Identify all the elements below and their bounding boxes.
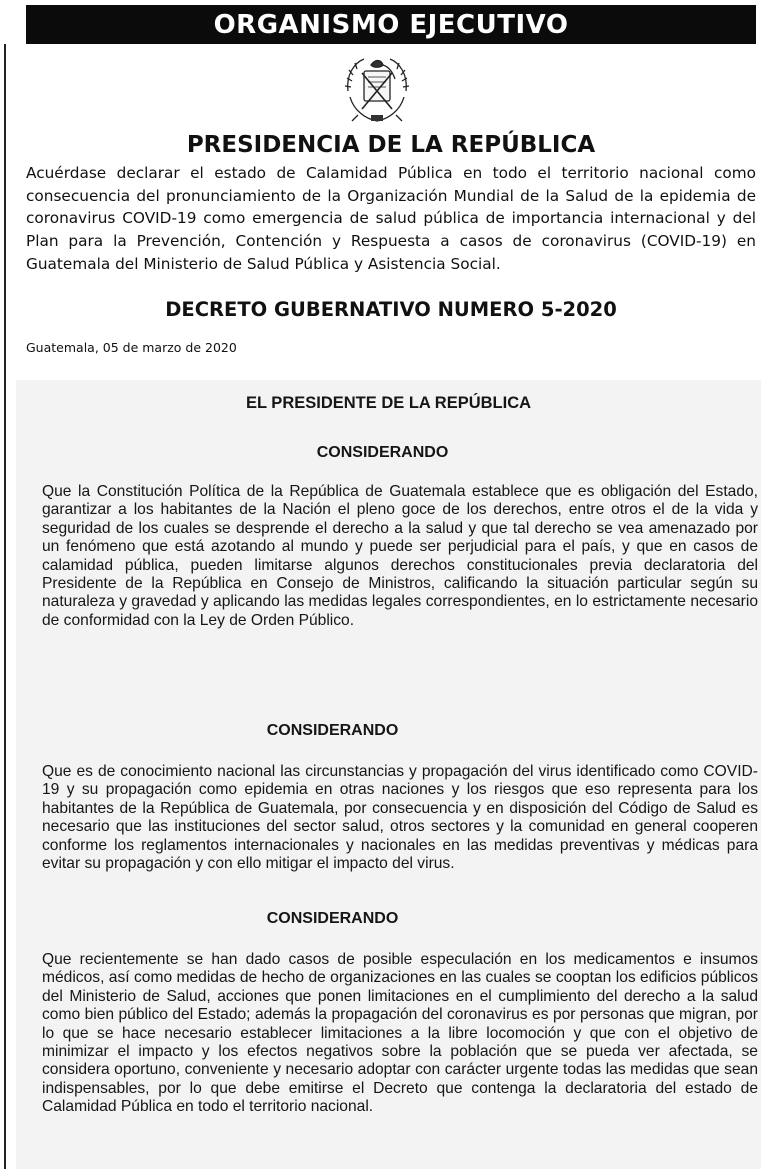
decree-date: Guatemala, 05 de marzo de 2020	[26, 340, 237, 355]
decree-title: DECRETO GUBERNATIVO NUMERO 5-2020	[165, 298, 617, 321]
page-title: PRESIDENCIA DE LA REPÚBLICA	[186, 132, 596, 158]
considerando-paragraph: Que recientemente se han dado casos de posible especulación en los medicamentos e insumos médicos, así como medidas de hecho de organizaciones en las cuales se cooptan los edificios públicos del Ministerio de Salud, acciones que ponen limitaciones en el cumplimiento del derecho a la salud como bien público del Estado; además la propagación del coronavirus es por personas que migran, por lo que se hace necesario establecer limitaciones a la libre locomoción y que con el objetivo de minimizar el impacto y los efectos negativos sobre la población que se pueda ver afectada, se considera oportuno, conveniente y necesario adoptar con carácter urgente todas las medidas que sean indispensables, por lo que debe emitirse el Decreto que contenga la declaratoria del estado de Calamidad Pública en todo el territorio nacional.	[42, 951, 758, 1116]
scanned-decree-body	[16, 380, 761, 1169]
considerando-paragraph: Que la Constitución Política de la República de Guatemala establece que es obligación del Estado, garantizar a los habitantes de la Nación el pleno goce de los derechos, entre otros el de la vida y seguridad de los cuales se desprende el derecho a la salud y que tal derecho se vea amenazado por un fenómeno que está azotando al mundo y puede ser perjudicial para el país, y que en casos de calamidad pública, pueden limitarse algunos derechos constitucionales previa declaratoria del Presidente de la República en Consejo de Ministros, calificando la situación particular según su naturaleza y gravedad y aplicando las medidas legales correspondientes, en lo estrictamente necesario de conformidad con la Ley de Orden Público.	[42, 483, 758, 629]
guatemala-coat-of-arms-icon	[338, 51, 416, 127]
decree-summary: Acuérdase declarar el estado de Calamidad Pública en todo el territorio nacional como consecuencia del pronunciamiento de la Organización Mundial de la Salud de la epidemia de coronavirus COVID-19 como emergencia de salud pública de importancia internacional y del Plan para la Prevención, Contención y Respuesta a casos de coronavirus (COVID-19) en Guatemala del Ministerio de Salud Pública y Asistencia Social.	[26, 164, 756, 273]
body-heading: EL PRESIDENTE DE LA REPÚBLICA	[245, 394, 532, 412]
left-column-rule	[4, 44, 6, 1169]
considerando-paragraph: Que es de conocimiento nacional las circunstancias y propagación del virus identificado como COVID-19 y su propagación como epidemia en otras naciones y los riesgos que eso representa para los habitantes de la República de Guatemala, por consecuencia y en disposición del Código de Salud es necesario que las instituciones del sector salud, otros sectores y la comunidad en general cooperen conforme los reglamentos internacionales y nacionales en las medidas preventivas y médicas para evitar su propagación y con ello mitigar el impacto del virus.	[42, 763, 758, 873]
section-banner: ORGANISMO EJECUTIVO	[26, 5, 756, 44]
considerando-heading: CONSIDERANDO	[266, 910, 399, 927]
considerando-heading: CONSIDERANDO	[316, 444, 449, 461]
considerando-heading: CONSIDERANDO	[266, 722, 399, 739]
